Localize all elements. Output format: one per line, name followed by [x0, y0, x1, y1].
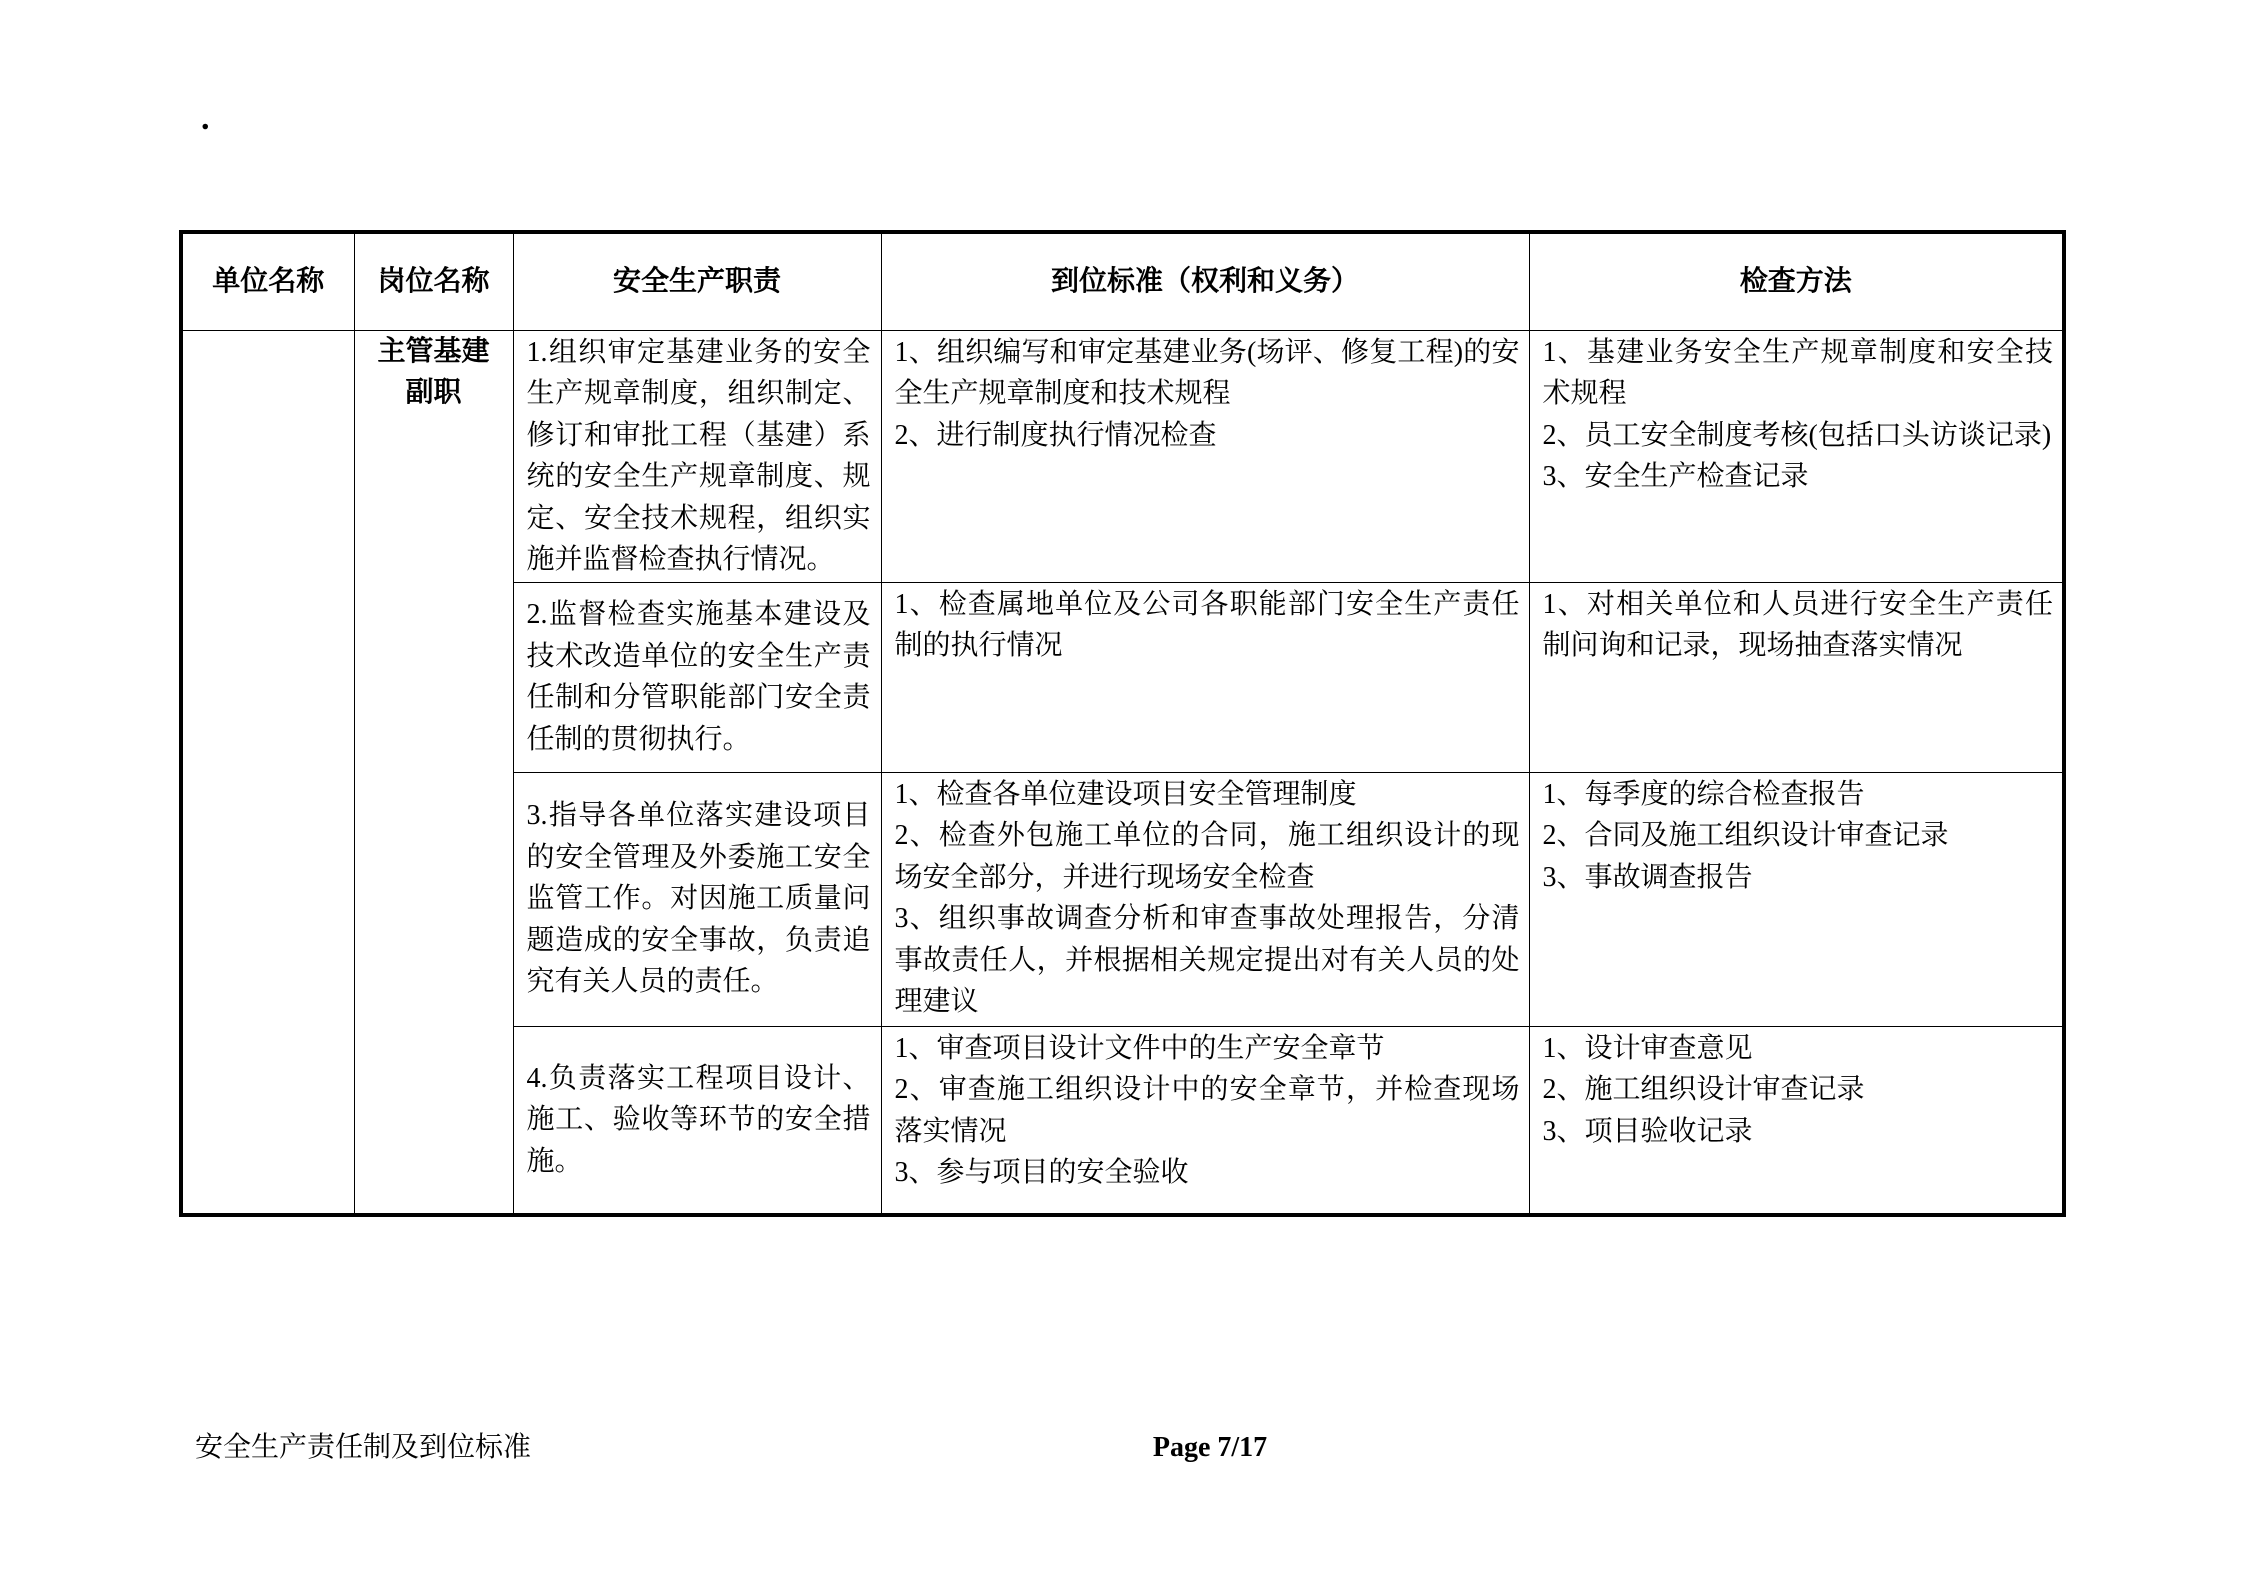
method-item: 1、对相关单位和人员进行安全生产责任制问询和记录，现场抽查落实情况 [1542, 588, 2053, 661]
standard-item: 2、进行制度执行情况检查 [894, 419, 1217, 451]
standard-cell [881, 330, 1529, 582]
standard-item: 3、参与项目的安全验收 [894, 1157, 1189, 1188]
table-row [181, 330, 2064, 582]
standard-cell [881, 1026, 1529, 1215]
method-item: 2、合同及施工组织设计审查记录 [1542, 820, 1949, 851]
header-method: 检查方法 [1529, 232, 2064, 330]
standard-cell [881, 772, 1529, 1026]
method-cell [1529, 582, 2064, 772]
unit-name-cell [181, 330, 354, 1215]
method-item: 3、事故调查报告 [1542, 861, 1753, 893]
header-unit-name: 单位名称 [181, 232, 354, 330]
duty-cell: 3.指导各单位落实建设项目的安全管理及外委施工安全监管工作。对因施工质量问题造成的安全事故，负责追究有关人员的责任。 [513, 772, 881, 1026]
page-mark: . [201, 100, 210, 137]
table-header-row [181, 232, 2064, 330]
header-position: 岗位名称 [354, 232, 513, 330]
method-item: 3、安全生产检查记录 [1542, 461, 1809, 492]
standard-item: 1、检查各单位建设项目安全管理制度 [894, 778, 1357, 810]
duty-cell: 2.监督检查实施基本建设及技术改造单位的安全生产责任制和分管职能部门安全责任制的贯彻执行。 [513, 582, 881, 772]
header-duty: 安全生产职责 [513, 232, 881, 330]
position-cell: 主管基建副职 [354, 330, 513, 1215]
footer-document-title: 安全生产责任制及到位标准 [195, 1432, 532, 1463]
footer-page-number: Page 7/17 [1152, 1432, 1268, 1463]
header-standard: 到位标准（权利和义务） [881, 232, 1529, 330]
standard-item: 1、检查属地单位及公司各职能部门安全生产责任制的执行情况 [894, 588, 1520, 661]
method-item: 1、设计审查意见 [1542, 1032, 1753, 1064]
method-item: 1、基建业务安全生产规章制度和安全技术规程 [1542, 336, 2053, 409]
method-item: 1、每季度的综合检查报告 [1542, 778, 1865, 810]
duty-cell: 1.组织审定基建业务的安全生产规章制度，组织制定、修订和审批工程（基建）系统的安全生产规章制度、规定、安全技术规程，组织实施并监督检查执行情况。 [513, 330, 881, 582]
method-item: 3、项目验收记录 [1542, 1115, 1753, 1147]
standard-item: 2、审查施工组织设计中的安全章节，并检查现场落实情况 [894, 1074, 1520, 1147]
method-cell [1529, 772, 2064, 1026]
method-item: 2、施工组织设计审查记录 [1542, 1074, 1865, 1105]
duty-cell: 4.负责落实工程项目设计、施工、验收等环节的安全措施。 [513, 1026, 881, 1215]
method-item: 2、员工安全制度考核(包括口头访谈记录) [1542, 419, 2052, 451]
method-cell [1529, 330, 2064, 582]
responsibility-table [179, 230, 2066, 1217]
standard-item: 3、组织事故调查分析和审查事故处理报告，分清事故责任人，并根据相关规定提出对有关人员的处理建议 [894, 903, 1520, 1017]
standard-cell [881, 582, 1529, 772]
standard-item: 2、检查外包施工单位的合同，施工组织设计的现场安全部分，并进行现场安全检查 [894, 820, 1520, 893]
standard-item: 1、审查项目设计文件中的生产安全章节 [894, 1032, 1385, 1064]
standard-item: 1、组织编写和审定基建业务(场评、修复工程)的安全生产规章制度和技术规程 [894, 336, 1520, 409]
method-cell [1529, 1026, 2064, 1215]
